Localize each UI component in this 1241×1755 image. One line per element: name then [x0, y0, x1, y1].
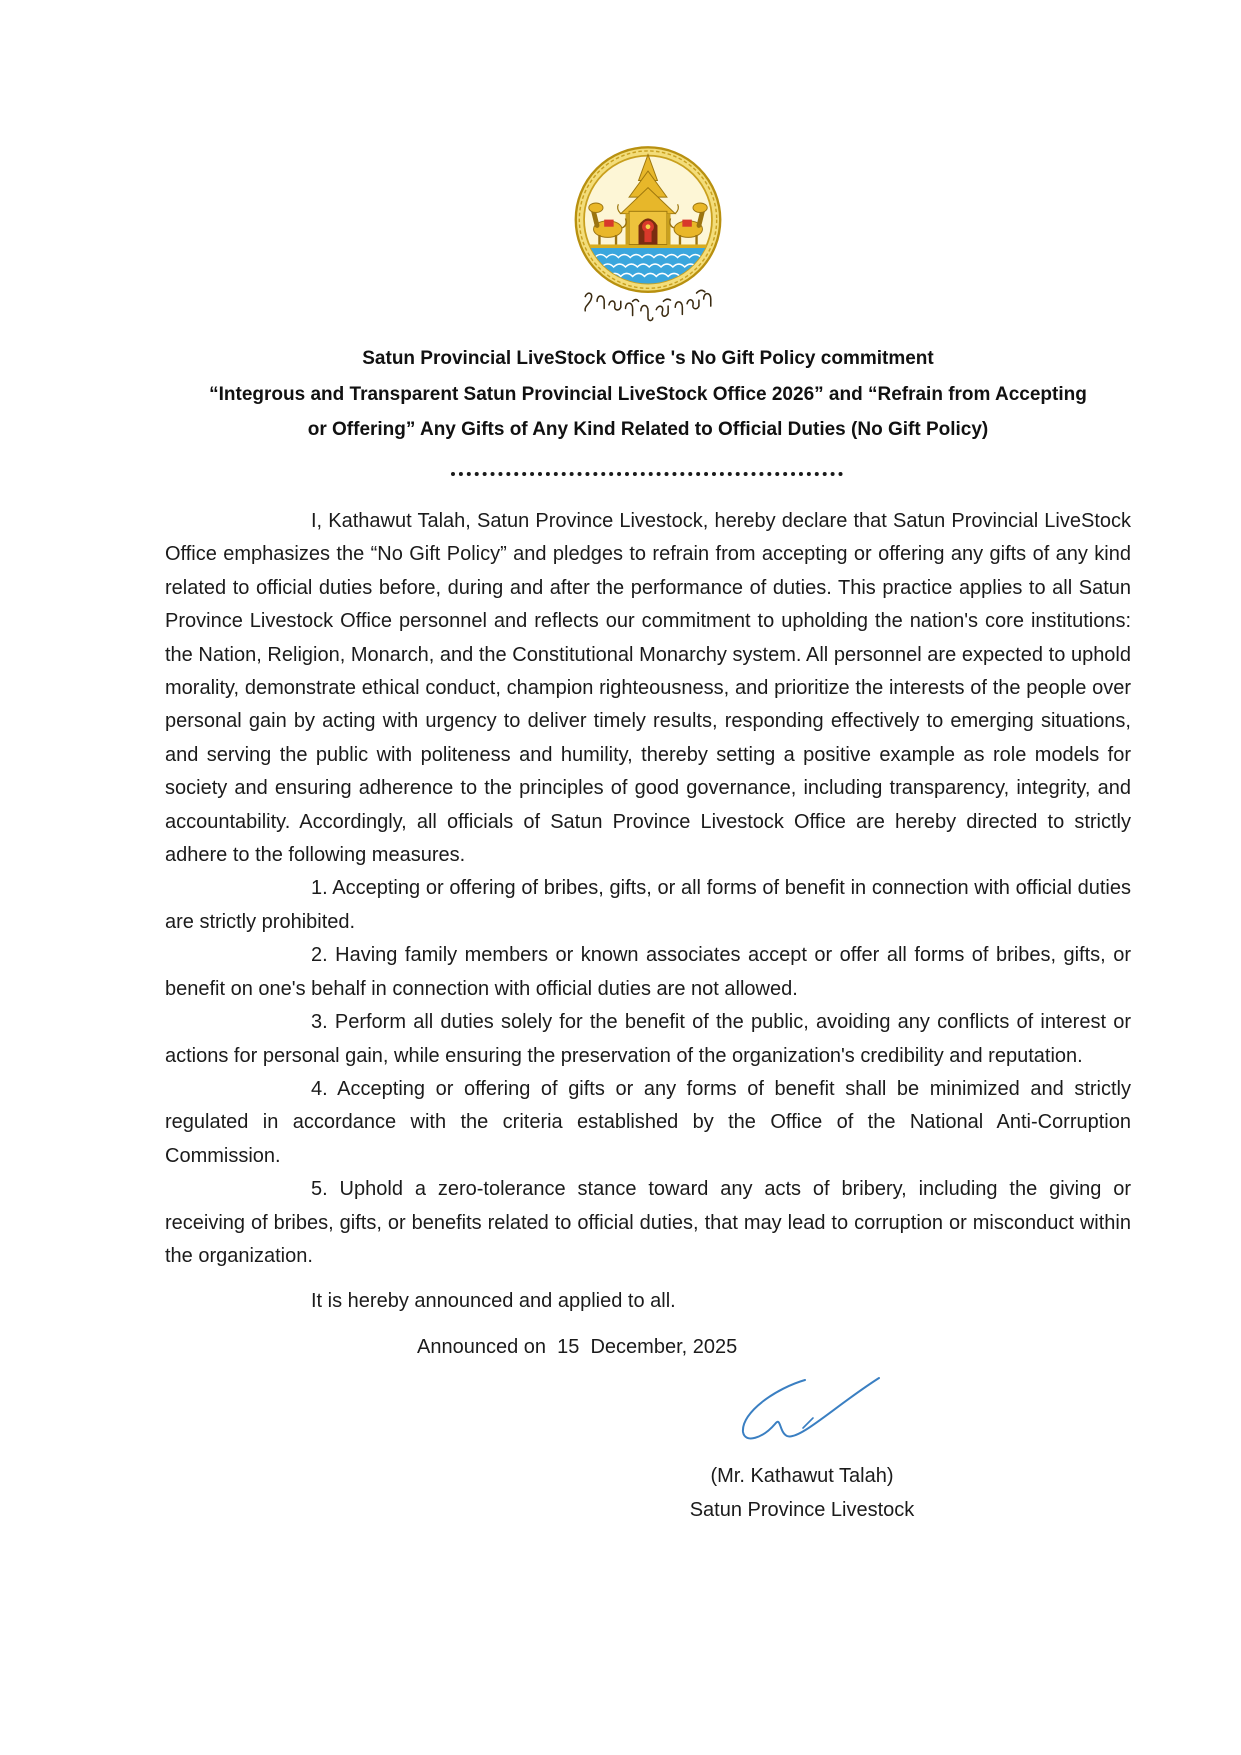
- seal-emblem: [573, 145, 723, 325]
- clause-2: 2. Having family members or known associates accept or offer all forms of bribes, gifts, or benefit on one's behalf in connection with official duties are not allowed.: [165, 944, 1131, 1000]
- signatory-position: Satun Province Livestock: [689, 1498, 915, 1521]
- seal-lettering: [585, 290, 711, 320]
- document-title: [98, 341, 1198, 448]
- title-line-3: or Offering” Any Gifts of Any Kind Related to Official Duties (No Gift Policy): [307, 419, 989, 440]
- dotted-separator: [451, 472, 843, 476]
- signatory-name: (Mr. Kathawut Talah): [710, 1465, 894, 1488]
- document-body: [165, 505, 1131, 1527]
- signature-mark: [733, 1374, 883, 1446]
- seal-emblem-graphic: [573, 145, 723, 325]
- clause-3: 3. Perform all duties solely for the benefit of the public, avoiding any conflicts of interest or actions for personal gain, while ensuring the preservation of the organization's credibility and reputation.: [165, 1011, 1131, 1067]
- title-line-2: “Integrous and Transparent Satun Provincial LiveStock Office 2026” and “Refrain from Accepting: [209, 383, 1087, 405]
- title-line-1: Satun Provincial LiveStock Office 's No Gift Policy commitment: [362, 348, 934, 369]
- closing-statement: It is hereby announced and applied to all.: [311, 1290, 676, 1313]
- signatory-block: [642, 1460, 962, 1527]
- clause-1: 1. Accepting or offering of bribes, gifts, or all forms of benefit in connection with official duties are strictly prohibited.: [165, 877, 1131, 933]
- clause-5: 5. Uphold a zero-tolerance stance toward any acts of bribery, including the giving or receiving of bribes, gifts, or benefits related to official duties, that may lead to corruption or misconduct within the organization.: [165, 1178, 1131, 1267]
- intro-paragraph: I, Kathawut Talah, Satun Province Livestock, hereby declare that Satun Provincial LiveStock Office emphasizes the “No Gift Policy” and pledges to refrain from accepting or offering any gifts of any kind related to official duties before, during and after the performance of duties. This practice applies to all Satun Province Livestock Office personnel and reflects our commitment to upholding the nation's core institutions: the Nation, Religion, Monarch, and the Constitutional Monarchy system. All personnel are expected to uphold morality, demonstrate ethical conduct, champion righteousness, and prioritize the interests of the people over personal gain by acting with urgency to deliver timely results, responding effectively to emerging situations, and serving the public with politeness and humility, thereby setting a positive example as role models for society and ensuring adherence to the principles of good governance, including transparency, integrity, and accountability. Accordingly, all officials of Satun Province Livestock Office are hereby directed to strictly adhere to the following measures.: [165, 510, 1131, 867]
- clause-4: 4. Accepting or offering of gifts or any forms of benefit shall be minimized and strictly regulated in accordance with the criteria established by the Office of the National Anti-Corruption Commission.: [165, 1077, 1131, 1167]
- announcement-date: Announced on 15 December, 2025: [417, 1335, 738, 1358]
